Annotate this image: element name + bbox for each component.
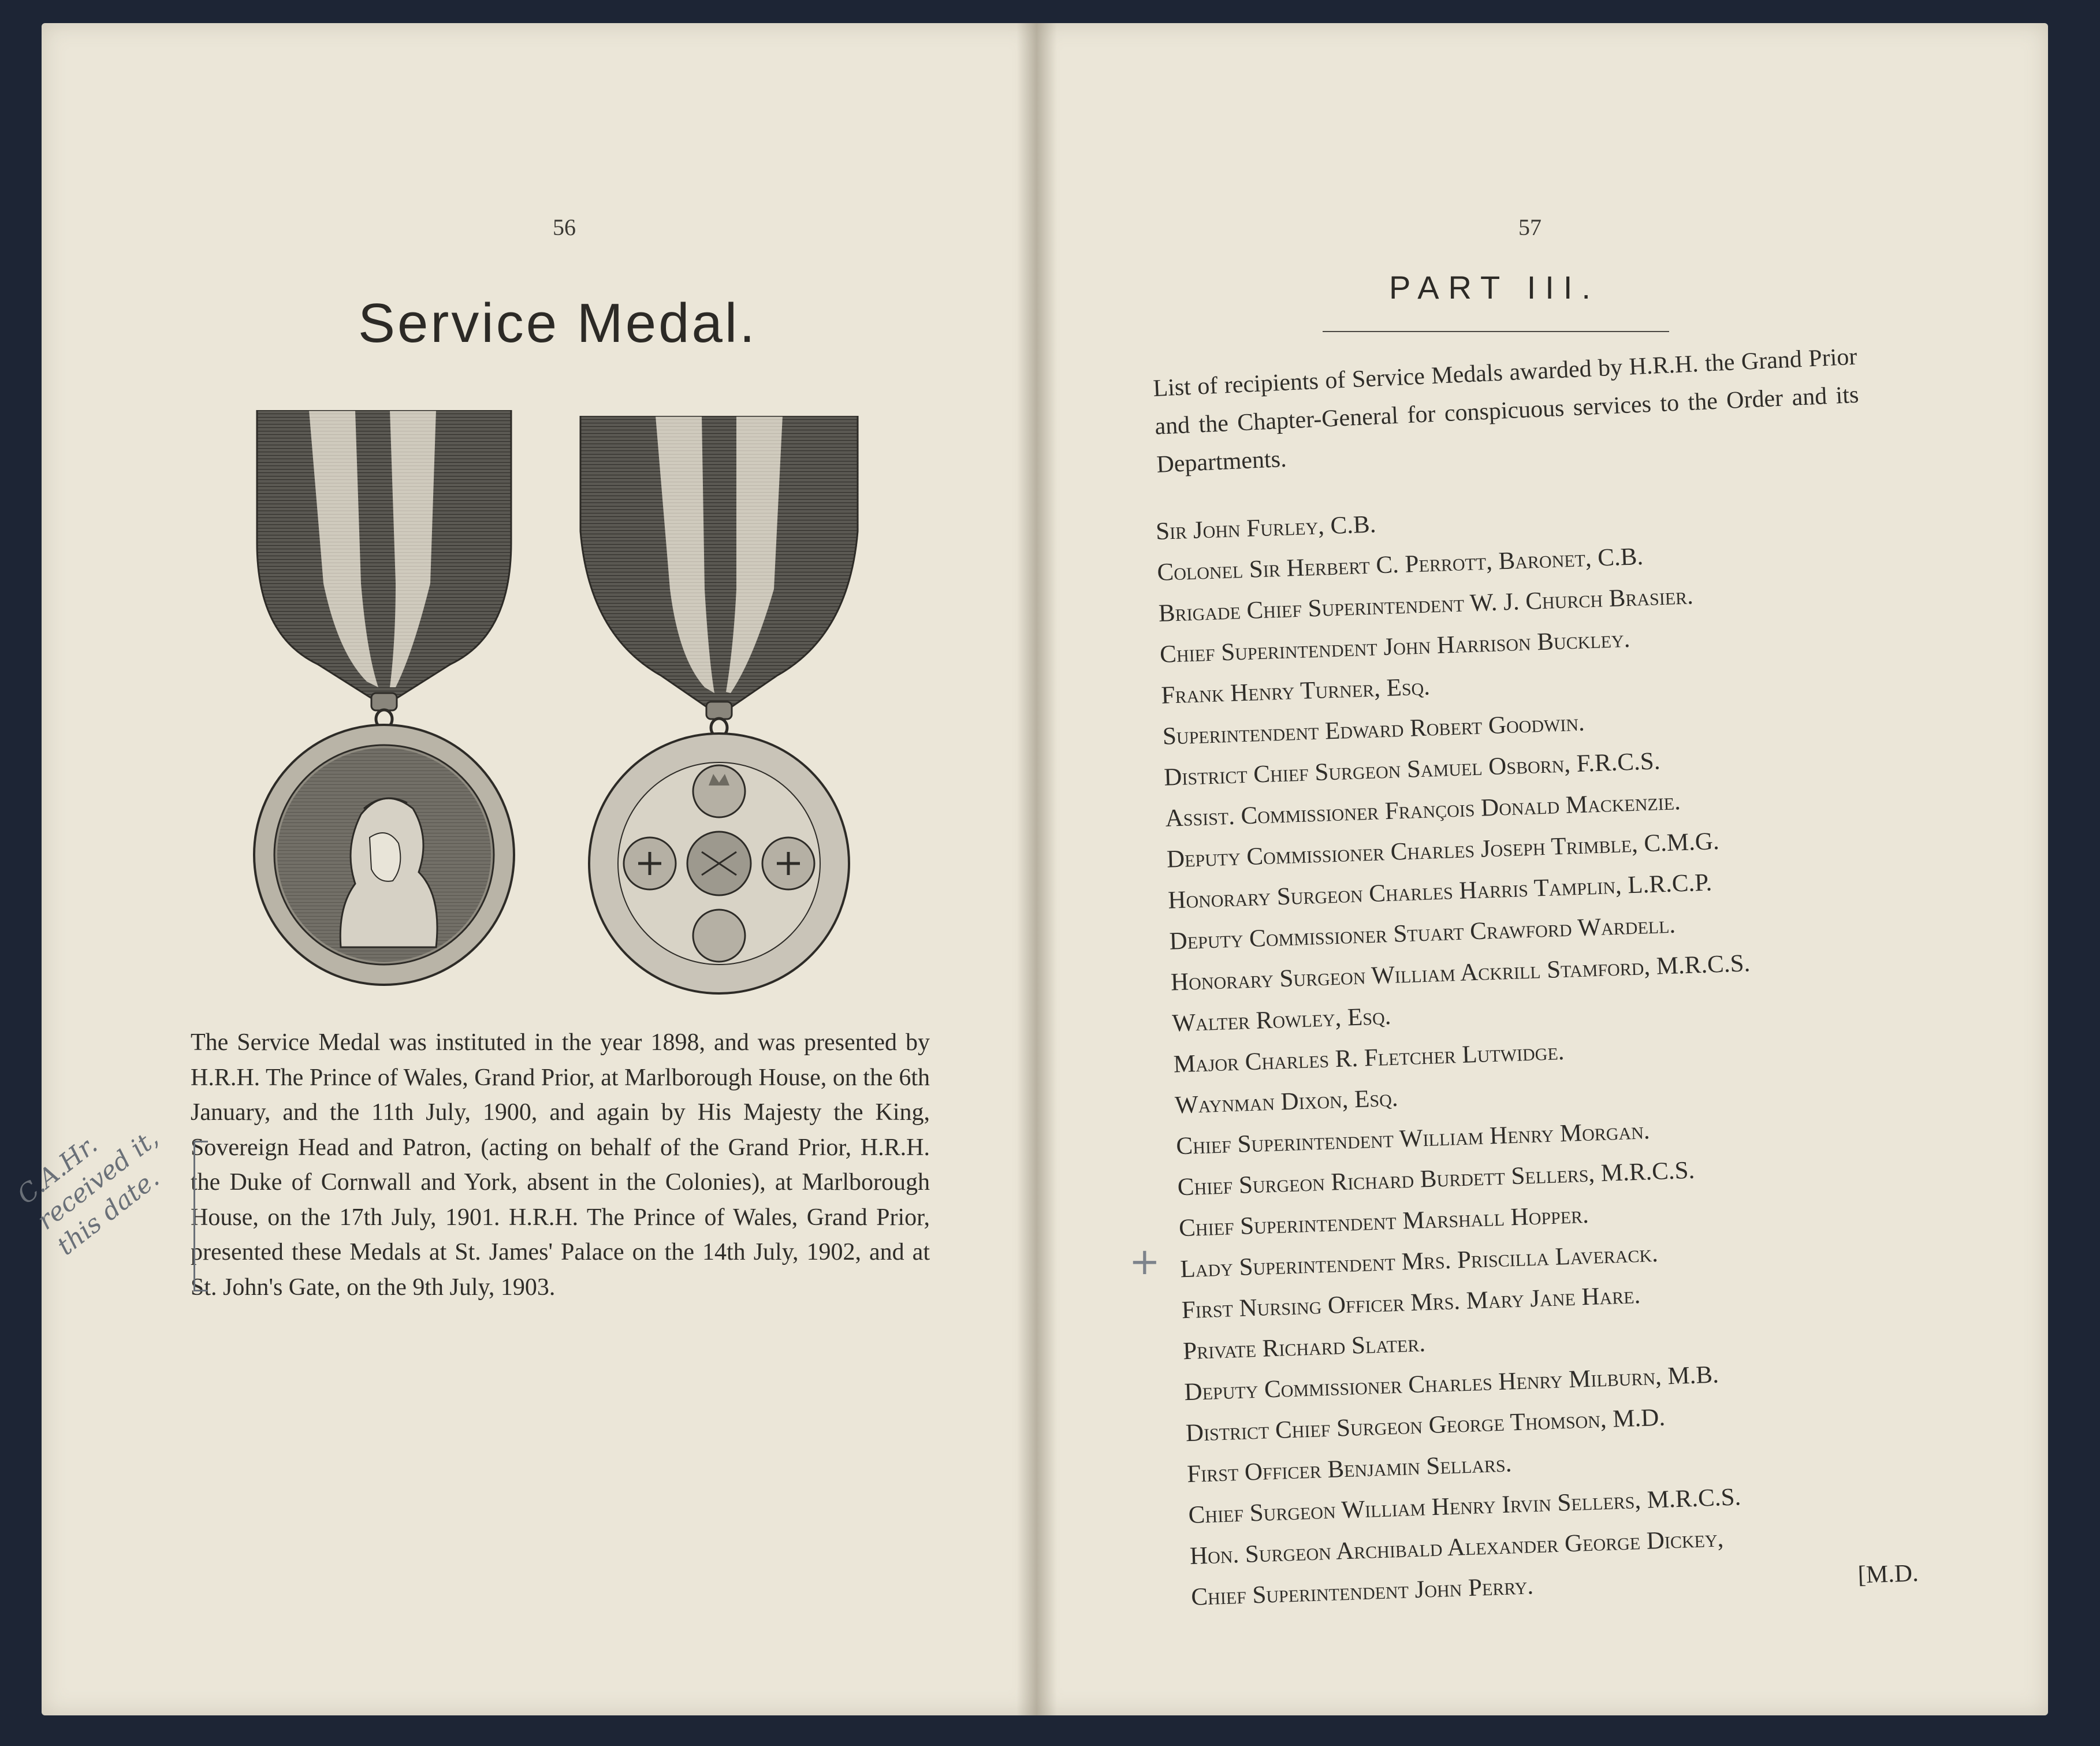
- recipient-entry: Superintendent Edward Robert Goodwin.: [1162, 709, 1585, 750]
- recipient-entry: Chief Superintendent Marshall Hopper.: [1178, 1201, 1589, 1242]
- recipient-entry: Brigade Chief Superintendent W. J. Church Brasier.: [1158, 582, 1694, 627]
- recipient-entry: Chief Superintendent William Henry Morgan.: [1175, 1117, 1651, 1160]
- recipient-entry: Assist. Commissioner François Donald Mackenzie.: [1164, 788, 1681, 832]
- recipient-entry: Major Charles R. Fletcher Lutwidge.: [1173, 1038, 1565, 1078]
- recipient-entry: District Chief Surgeon George Thomson, M.D.: [1185, 1403, 1666, 1447]
- service-medal-paragraph: [191, 1025, 930, 1305]
- service-medal-title: Service Medal.: [358, 292, 757, 354]
- part-heading: PART III.: [1389, 269, 1600, 306]
- recipient-entry: Private Richard Slater.: [1182, 1330, 1426, 1365]
- medal-reverse-illustration: [557, 416, 881, 1017]
- recipient-entry: Deputy Commissioner Charles Henry Milburn, M.B.: [1183, 1361, 1719, 1406]
- recipient-entry: First Officer Benjamin Sellars.: [1186, 1450, 1513, 1488]
- service-medal-text: The Service Medal was instituted in the year 1898, and was presented by H.R.H. The Prince of Wales, Grand Prior, at Marlborough House, on the 6th January, and the 11th July, 1900, and again by His Majesty the King, Sovereign Head and Patron, (acting on behalf of the Grand Prior, H.R.H. the Duke of Cornwall and York, absent in the Colonies), at Marlborough House, on the 17th July, 1901. H.R.H. The Prince of Wales, Grand Prior, presented these Medals at St. James' Palace on the 14th July, 1902, and at St. John's Gate, on the 9th July, 1903.: [191, 1029, 930, 1301]
- recipient-entry: Honorary Surgeon William Ackrill Stamford, M.R.C.S.: [1170, 950, 1751, 996]
- recipient-entry: Lady Superintendent Mrs. Priscilla Laverack.: [1179, 1239, 1659, 1283]
- page-number-right: 57: [1518, 214, 1542, 240]
- recipient-entry: Hon. Surgeon Archibald Alexander George Dickey,: [1189, 1525, 1724, 1570]
- book-gutter: [1017, 23, 1057, 1715]
- recipient-entry-text: Chief Superintendent John Perry.: [1190, 1572, 1534, 1611]
- recipients-intro-text: List of recipients of Service Medals awarded by H.R.H. the Grand Prior and the Chapter-General for conspicuous services to the Order and its Departments.: [1152, 343, 1860, 478]
- page-number-left: 56: [553, 214, 576, 240]
- recipient-entry: Honorary Surgeon Charles Harris Tamplin, L.R.C.P.: [1167, 869, 1712, 914]
- recipient-entry: Walter Rowley, Esq.: [1171, 1002, 1392, 1037]
- handwritten-note-text: C.A.Hr. received it, this date.: [12, 1123, 165, 1261]
- recipient-entry: Deputy Commissioner Stuart Crawford Wardell.: [1168, 911, 1676, 955]
- recipient-entry: Sir John Furley, C.B.: [1155, 511, 1377, 545]
- heading-rule: [1323, 331, 1669, 332]
- recipients-list: [1155, 487, 1919, 1618]
- recipient-entry: Chief Superintendent John Harrison Buckley.: [1159, 625, 1631, 668]
- handwritten-margin-note: [12, 1123, 219, 1300]
- recipient-entry: Deputy Commissioner Charles Joseph Trimble, C.M.G.: [1166, 827, 1720, 873]
- recipient-entry: Colonel Sir Herbert C. Perrott, Baronet, C.B.: [1156, 543, 1644, 586]
- pencil-cross-mark: +: [1129, 1241, 1160, 1283]
- recipient-entry: First Nursing Officer Mrs. Mary Jane Hare.: [1181, 1281, 1641, 1324]
- recipient-entry: Frank Henry Turner, Esq.: [1160, 673, 1431, 709]
- recipient-entry: District Chief Surgeon Samuel Osborn, F.R.C.S.: [1163, 747, 1661, 791]
- recipient-entry: Waynman Dixon, Esq.: [1174, 1084, 1399, 1119]
- recipient-entry: Chief Surgeon William Henry Irvin Sellers, M.R.C.S.: [1187, 1483, 1741, 1529]
- medal-obverse-illustration: [222, 410, 546, 1011]
- recipient-entry: Chief Surgeon Richard Burdett Sellers, M.R.C.S.: [1177, 1156, 1695, 1201]
- continuation-mark: [M.D.: [1857, 1559, 1919, 1589]
